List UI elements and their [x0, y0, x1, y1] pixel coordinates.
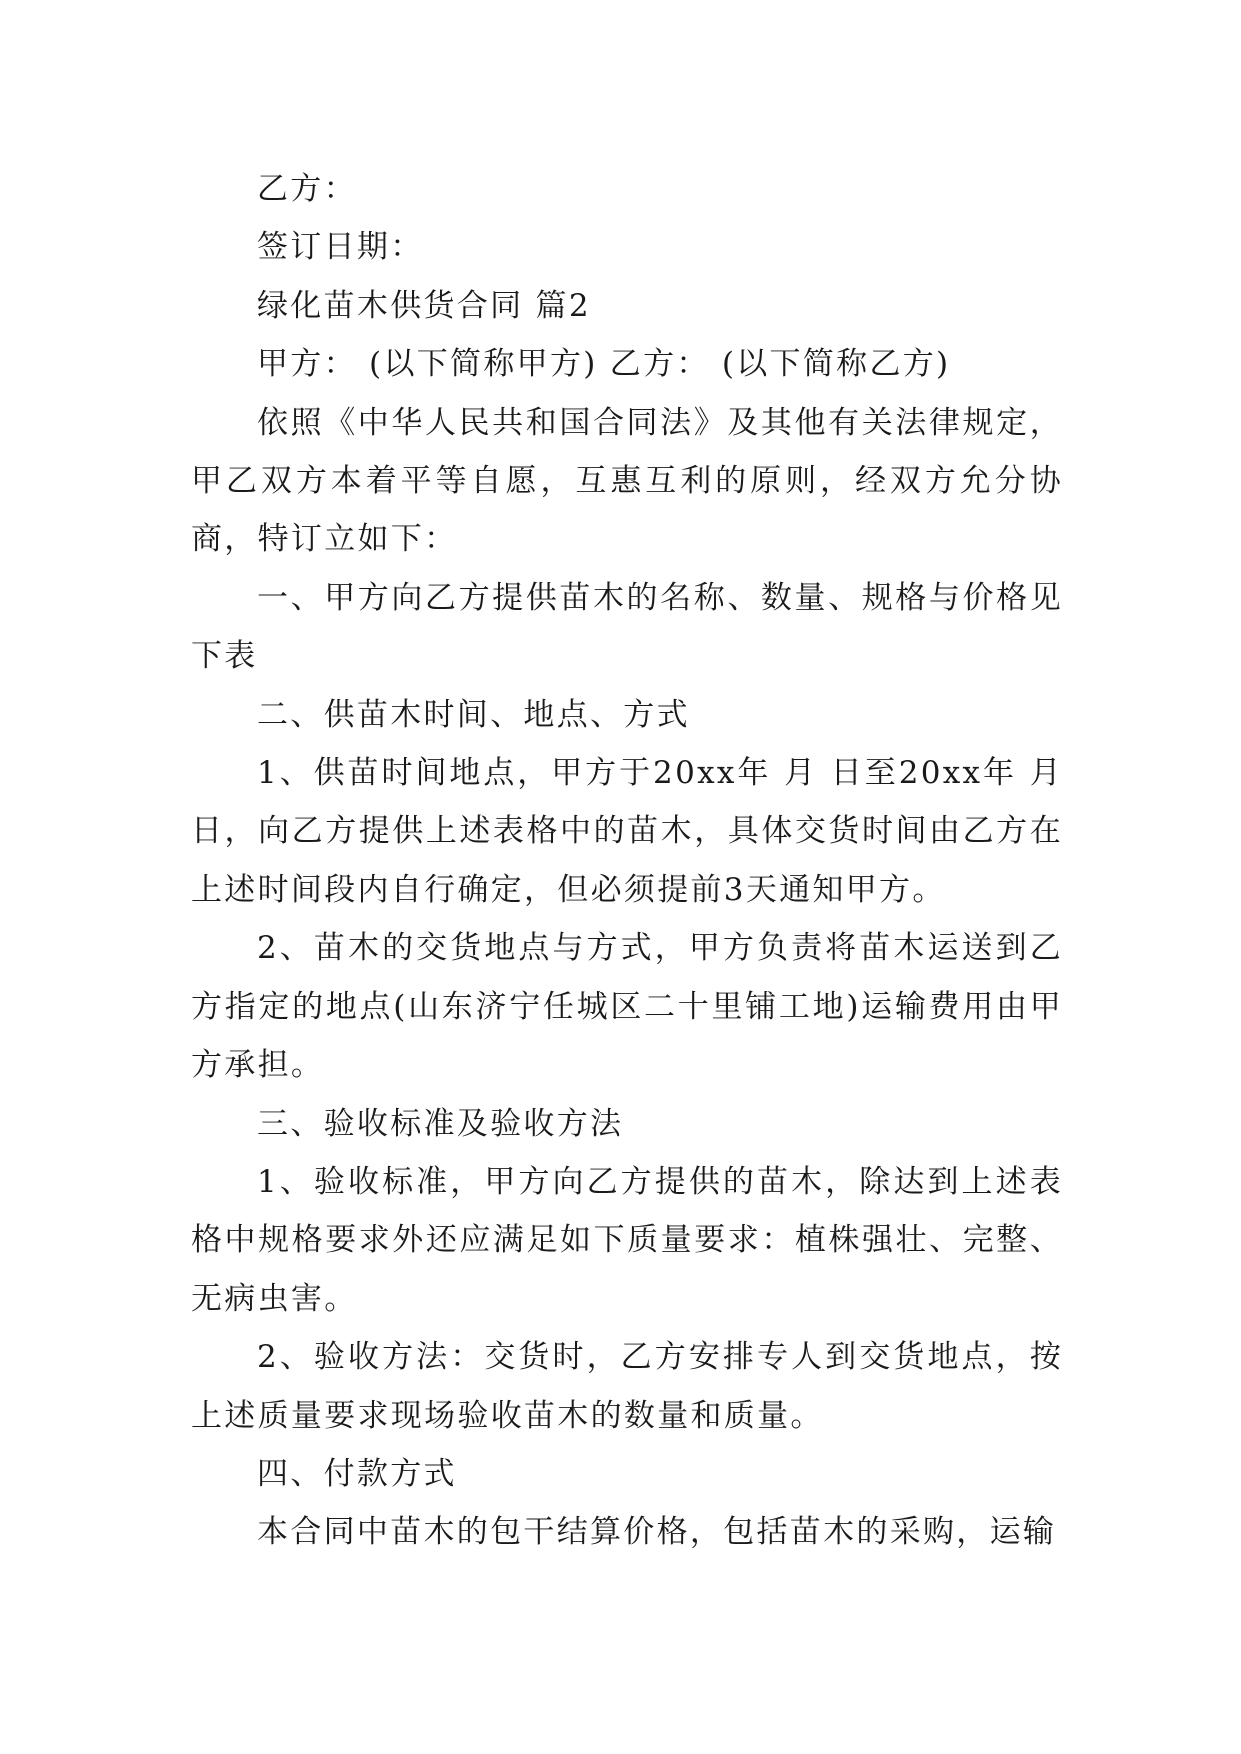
signing-date-line: 签订日期： [257, 229, 424, 266]
clause-3-heading: 三、验收标准及验收方法 [257, 1105, 624, 1142]
party-b-line: 乙方： [257, 171, 357, 207]
clause-4-paragraph: 本合同中苗木的包干结算价格，包括苗木的采购，运输 [257, 1514, 1057, 1551]
contract-title: 绿化苗木供货合同 篇2 [257, 287, 591, 324]
clause-2-heading: 二、供苗木时间、地点、方式 [257, 696, 690, 733]
clause-2-item-2: 2、苗木的交货地点与方式，甲方负责将苗木运送到乙方指定的地点(山东济宁任城区二十里铺工地)运输费用由甲方承担。 [191, 930, 1063, 1084]
document-body [191, 160, 1063, 1562]
clause-2-item-1: 1、供苗时间地点，甲方于20xx年 月 日至20xx年 月 日，向乙方提供上述表格中的苗木，具体交货时间由乙方在上述时间段内自行确定，但必须提前3天通知甲方。 [191, 755, 1063, 908]
parties-line: 甲方： (以下简称甲方) 乙方： (以下简称乙方) [257, 346, 951, 383]
clause-3-item-1: 1、验收标准，甲方向乙方提供的苗木，除达到上述表格中规格要求外还应满足如下质量要求：植株强壮、完整、无病虫害。 [191, 1163, 1063, 1317]
clause-1-heading: 一、甲方向乙方提供苗木的名称、数量、规格与价格见下表 [191, 579, 1063, 675]
clause-4-heading: 四、付款方式 [257, 1455, 457, 1492]
clause-3-item-2: 2、验收方法：交货时，乙方安排专人到交货地点，按上述质量要求现场验收苗木的数量和质量。 [191, 1339, 1063, 1434]
preamble-paragraph: 依照《中华人民共和国合同法》及其他有关法律规定，甲乙双方本着平等自愿，互惠互利的原则，经双方允分协商，特订立如下： [191, 404, 1063, 558]
